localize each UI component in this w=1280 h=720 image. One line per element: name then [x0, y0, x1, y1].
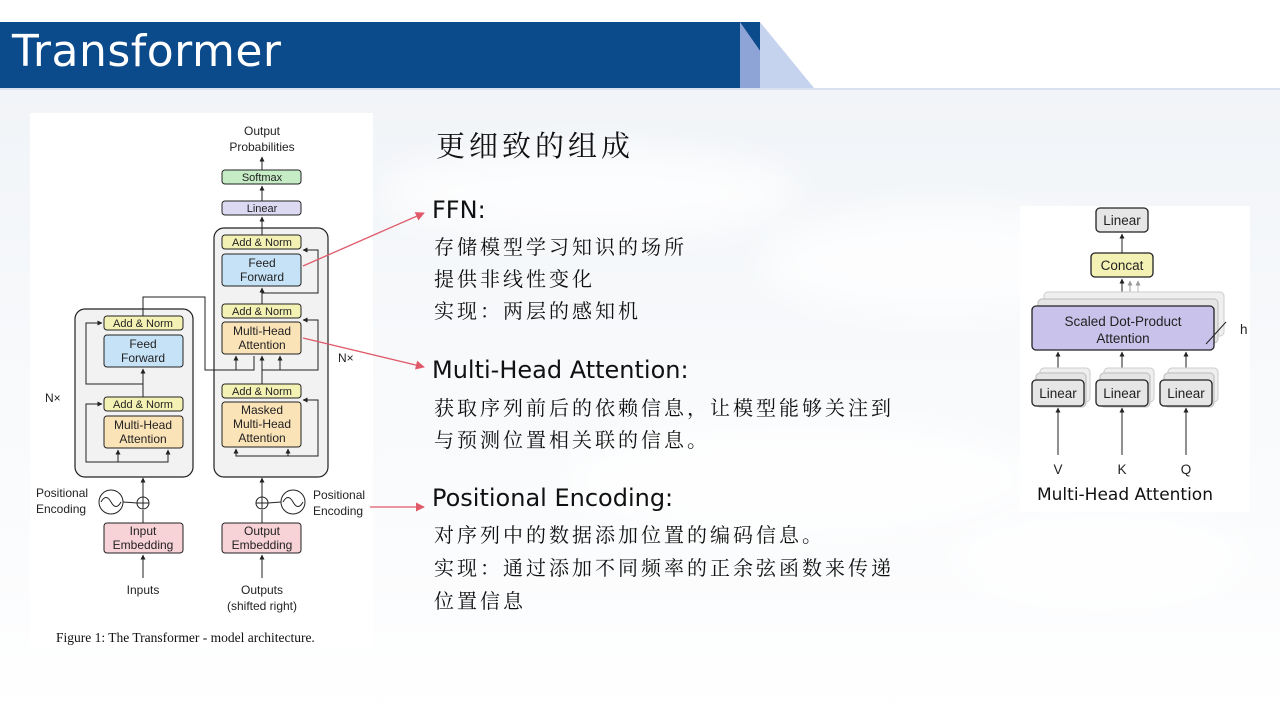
output-embedding-label: Output	[243, 524, 281, 538]
decoder-positional-encoding-label: Positional	[313, 488, 366, 502]
mha-linear-top-label: Linear	[1103, 213, 1141, 228]
sdpa-label: Attention	[1096, 331, 1150, 346]
mha-label: Multi-Head Attention:	[432, 356, 689, 384]
encoder-feed-forward-label: Feed	[129, 337, 157, 351]
mha-line: 与预测位置相关联的信息。	[434, 428, 710, 452]
input-embedding-label: Input	[129, 524, 157, 538]
linear-q-label: Linear	[1167, 386, 1205, 401]
masked-multi-head-label: Masked	[240, 403, 284, 417]
decoder-add-norm-label: Add & Norm	[232, 386, 292, 398]
output-probabilities-label: Output	[243, 124, 281, 138]
decoder-nx-label: N×	[338, 351, 354, 365]
softmax-label: Softmax	[241, 172, 283, 184]
masked-multi-head-label: Multi-Head	[232, 417, 292, 431]
encoder-add-norm-label: Add & Norm	[113, 399, 173, 411]
mha-figure-caption: Multi-Head Attention	[1036, 485, 1214, 505]
decoder-add-norm-label: Add & Norm	[232, 306, 292, 318]
k-label: K	[1117, 462, 1127, 477]
sdpa-label: Scaled Dot-Product	[1064, 314, 1182, 329]
outputs-label: (shifted right)	[226, 599, 298, 613]
pe-line: 实现：通过添加不同频率的正余弦函数来传递	[434, 556, 894, 580]
heads-h-label: h	[1240, 322, 1248, 337]
output-embedding-label: Embedding	[231, 538, 293, 552]
v-label: V	[1053, 462, 1063, 477]
linear-label: Linear	[246, 203, 278, 215]
ffn-line: 存储模型学习知识的场所	[434, 235, 687, 259]
pe-label: Positional Encoding:	[432, 484, 674, 512]
concat-label: Concat	[1100, 258, 1144, 273]
linear-v-label: Linear	[1039, 386, 1077, 401]
content-heading: 更细致的组成	[436, 129, 635, 163]
q-label: Q	[1180, 462, 1192, 477]
decoder-add-norm-label: Add & Norm	[232, 237, 292, 249]
encoder-positional-encoding-label: Encoding	[36, 502, 87, 516]
linear-k-label: Linear	[1103, 386, 1141, 401]
inputs-label: Inputs	[126, 583, 160, 597]
decoder-multi-head-label: Multi-Head	[232, 324, 292, 338]
mha-line: 获取序列前后的依赖信息，让模型能够关注到	[434, 396, 894, 420]
output-probabilities-label: Probabilities	[229, 140, 295, 154]
encoder-multi-head-label: Multi-Head	[113, 418, 173, 432]
encoder-add-norm-label: Add & Norm	[113, 318, 173, 330]
decoder-feed-forward-label: Feed	[248, 256, 276, 270]
outputs-label: Outputs	[240, 583, 284, 597]
slide-title: Transformer	[12, 26, 282, 77]
figure-caption: Figure 1: The Transformer - model architecture.	[56, 630, 315, 645]
ffn-line: 实现：两层的感知机	[434, 299, 641, 323]
decoder-feed-forward-label: Forward	[239, 270, 285, 284]
masked-multi-head-label: Attention	[238, 431, 286, 445]
encoder-positional-encoding-label: Positional	[36, 486, 89, 500]
pe-line: 对序列中的数据添加位置的编码信息。	[434, 523, 825, 547]
ffn-line: 提供非线性变化	[434, 267, 595, 291]
encoder-feed-forward-label: Forward	[120, 351, 166, 365]
encoder-multi-head-label: Attention	[119, 432, 167, 446]
encoder-nx-label: N×	[45, 391, 61, 405]
pe-line: 位置信息	[434, 589, 526, 613]
decoder-positional-encoding-label: Encoding	[313, 504, 364, 518]
ffn-label: FFN:	[432, 196, 486, 224]
input-embedding-label: Embedding	[112, 538, 174, 552]
decoder-multi-head-label: Attention	[238, 338, 286, 352]
